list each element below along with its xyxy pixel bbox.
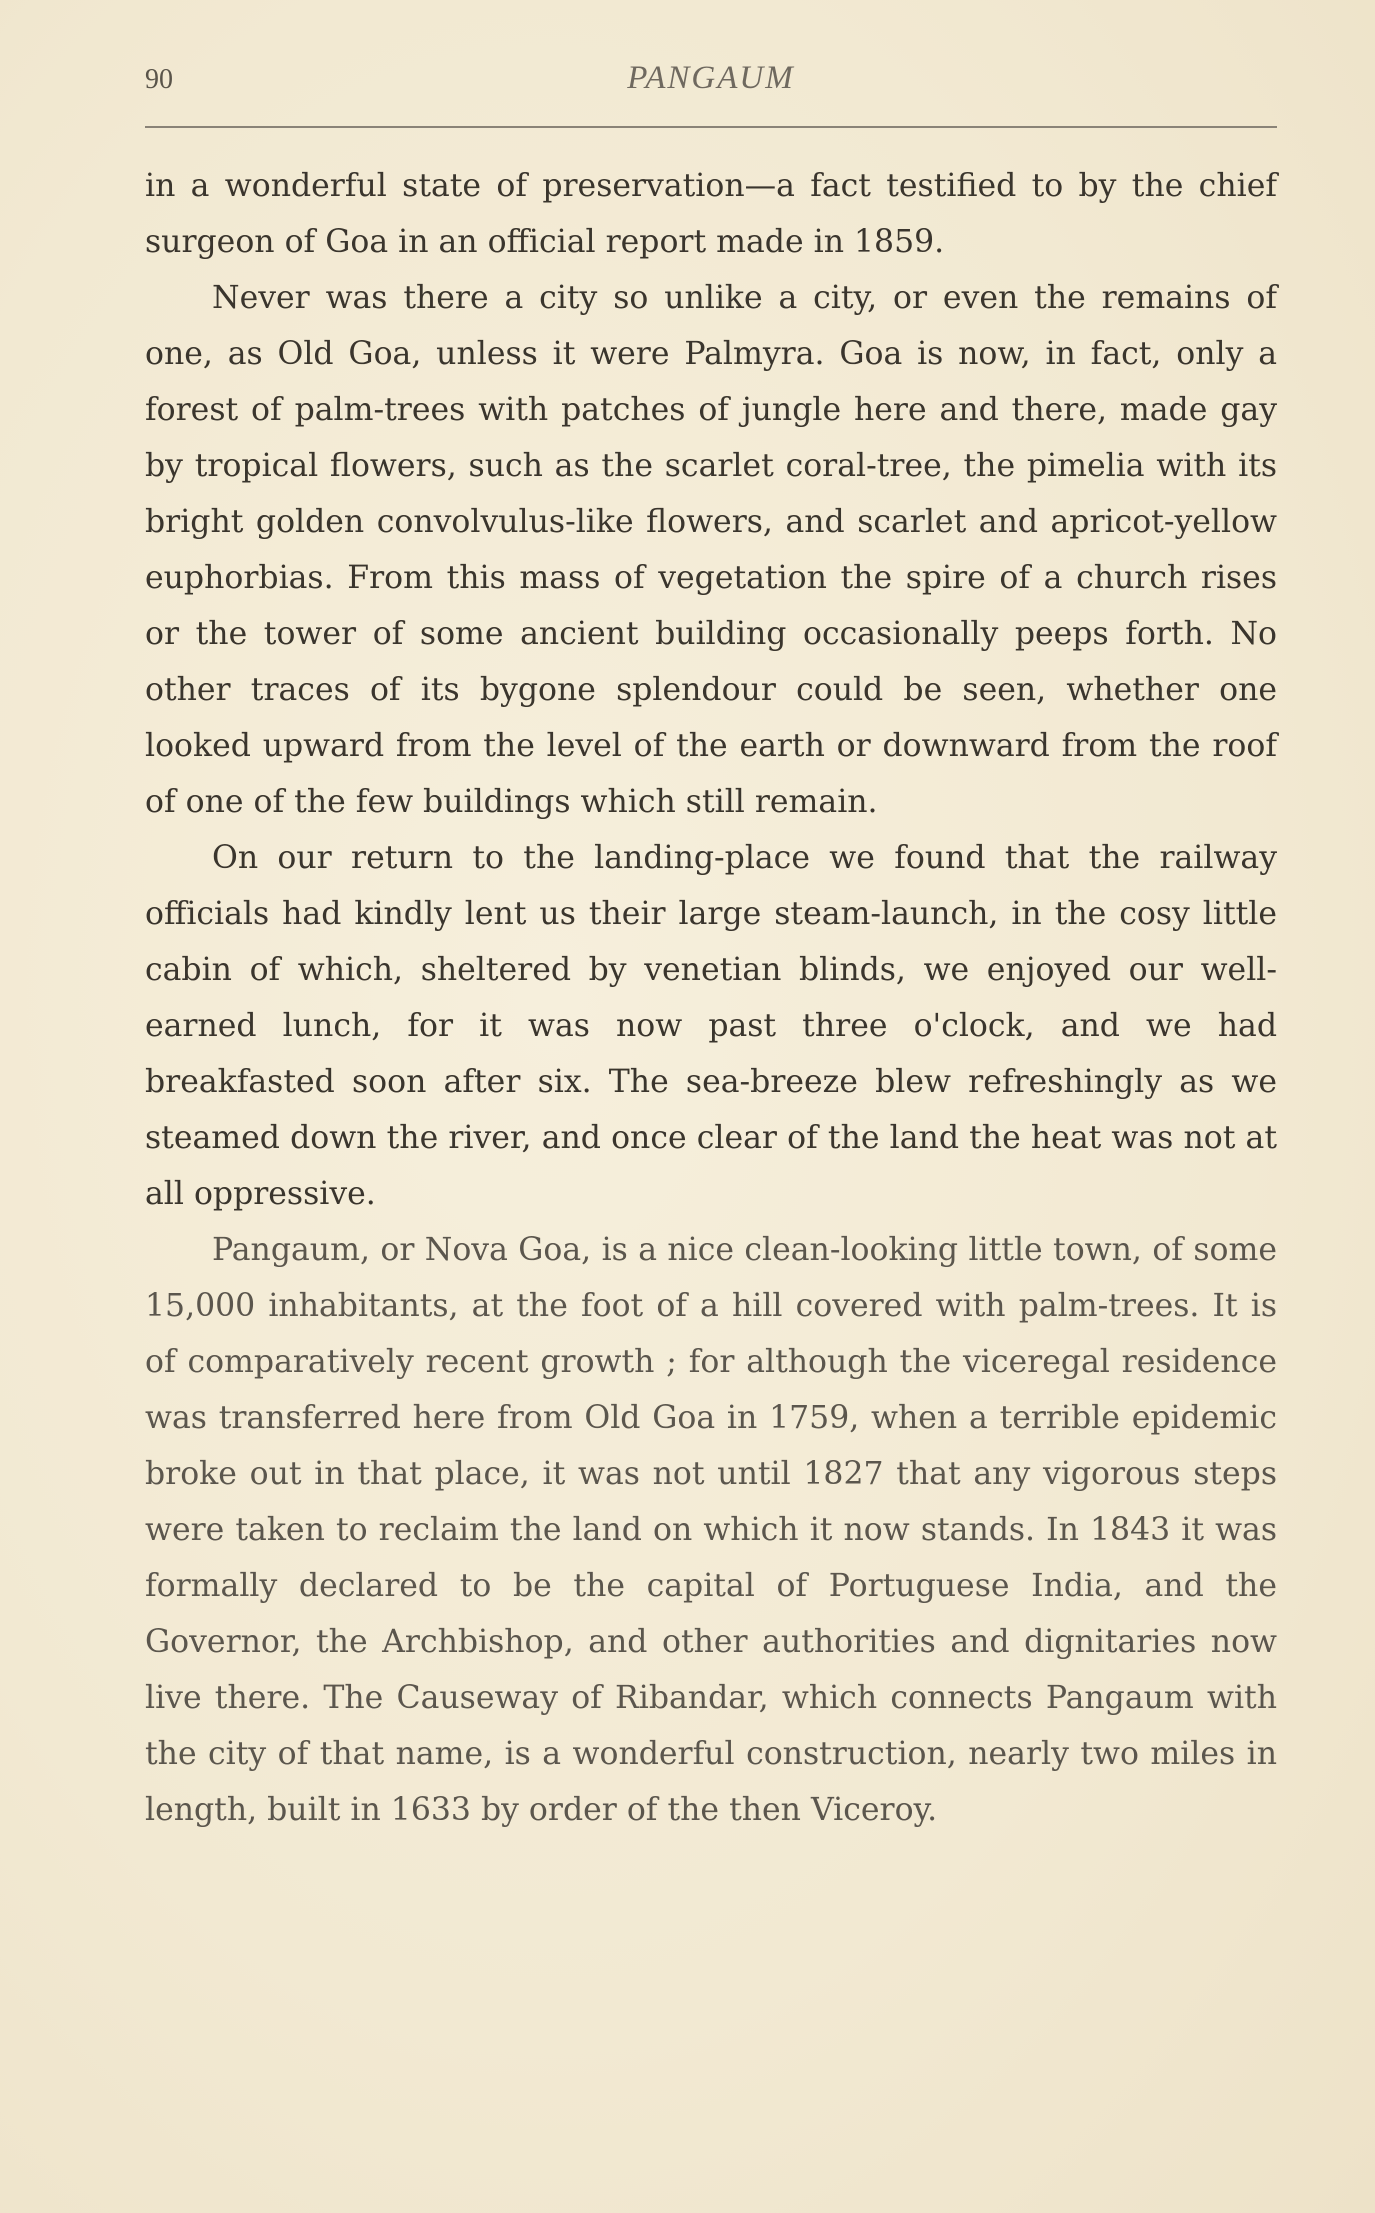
paragraph-pangaum: Pangaum, or Nova Goa, is a nice clean-looking little town, of some 15,000 inhabitants, at the foot of a hill covered with palm-trees. It is of comparatively recent growth ; for although the viceregal residence was transferred here from Old Goa in 1759, when a terrible epidemic broke out in that place, it was not until 1827 that any vigorous steps were taken to reclaim the land on which it now stands. In 1843 it was formally declared to be the capital of Portuguese India, and the Governor, the Archbishop, and other authorities and dignitaries now live there. The Causeway of Ribandar, which connects Pangaum with the city of that name, is a wonderful construction, nearly two miles in length, built in 1633 by order of the then Viceroy. <box>145 1232 1277 1828</box>
body-text <box>145 158 1277 1838</box>
page-header <box>145 58 1277 108</box>
paragraph-continuation: in a wonderful state of preservation—a fact testified to by the chief surgeon of Goa in an official report made in 1859. <box>145 168 1277 260</box>
paragraph-steam-launch: On our return to the landing-place we found that the railway officials had kindly lent us their large steam-launch, in the cosy little cabin of which, sheltered by venetian blinds, we enjoyed our well-earned lunch, for it was now past three o'clock, and we had breakfasted soon after six. The sea-breeze blew refreshingly as we steamed down the river, and once clear of the land the heat was not at all oppressive. <box>145 840 1277 1212</box>
running-title: PANGAUM <box>627 60 795 96</box>
header-rule <box>145 126 1277 128</box>
page-number: 90 <box>145 64 173 95</box>
paragraph-old-goa: Never was there a city so unlike a city, or even the remains of one, as Old Goa, unless it were Palmyra. Goa is now, in fact, only a forest of palm-trees with patches of jungle here and there, made gay by tropical flowers, such as the scarlet coral-tree, the pimelia with its bright golden convolvulus-like flowers, and scarlet and apricot-yellow euphorbias. From this mass of vegetation the spire of a church rises or the tower of some ancient building occasionally peeps forth. No other traces of its bygone splendour could be seen, whether one looked upward from the level of the earth or downward from the roof of one of the few buildings which still remain. <box>145 280 1277 820</box>
